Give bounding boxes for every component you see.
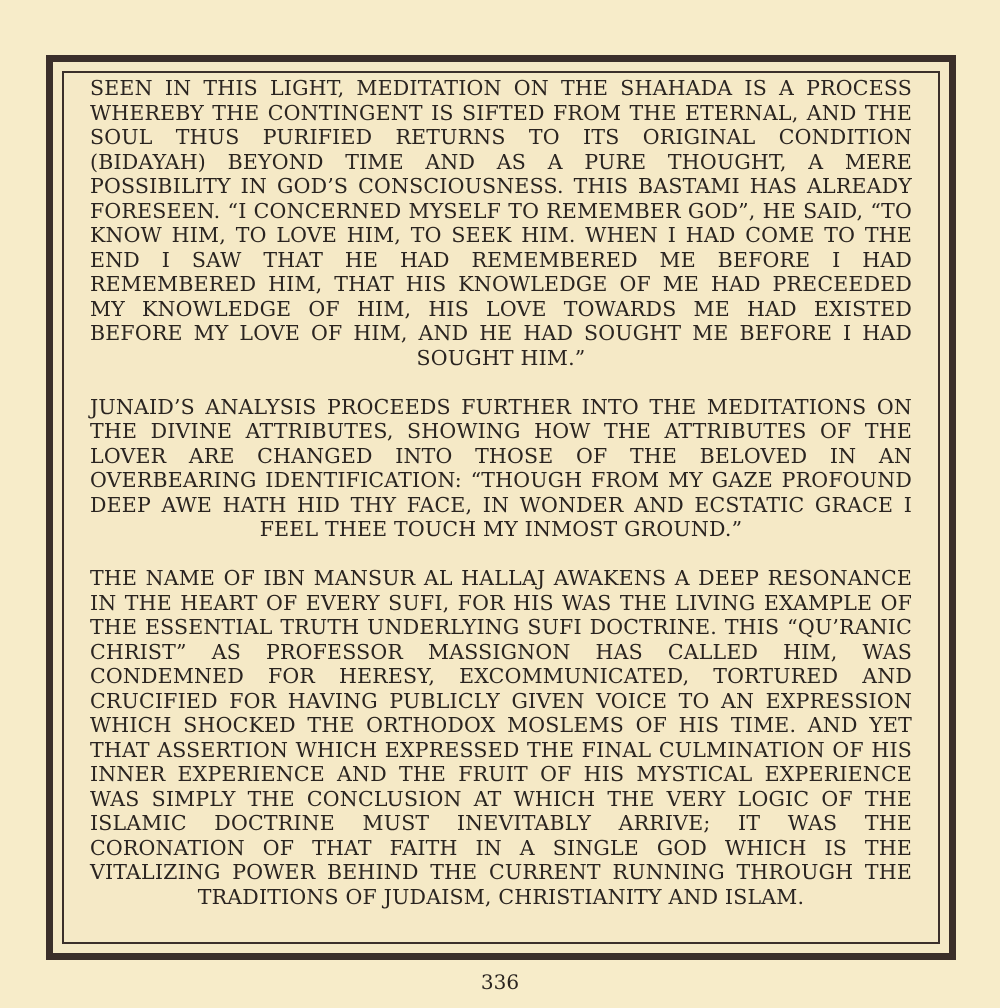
- page-number: 336: [480, 970, 520, 994]
- paragraph-shahada: SEEN IN THIS LIGHT, MEDITATION ON THE SHAHADA IS A PROCESS WHEREBY THE CONTINGENT IS SIFTED FROM THE ETERNAL, AND THE SOUL THUS PURIFIED RETURNS TO ITS ORIGINAL CONDITION (BIDAYAH) BEYOND TIME AND AS A PURE THOUGHT, A MERE POSSIBILITY IN GOD’S CONSCIOUSNESS. THIS BASTAMI HAS ALREADY FORESEEN. “I CONCERNED MYSELF TO REMEMBER GOD”, HE SAID, “TO KNOW HIM, TO LOVE HIM, TO SEEK HIM. WHEN I HAD COME TO THE END I SAW THAT HE HAD REMEMBERED ME BEFORE I HAD REMEMBERED HIM, THAT HIS KNOWLEDGE OF ME HAD PRECEEDED MY KNOWLEDGE OF HIM, HIS LOVE TOWARDS ME HAD EXISTED BEFORE MY LOVE OF HIM, AND HE HAD SOUGHT ME BEFORE I HAD SOUGHT HIM.”: [90, 76, 912, 370]
- text-block: [90, 76, 912, 909]
- paragraph-hallaj: THE NAME OF IBN MANSUR AL HALLAJ AWAKENS A DEEP RESONANCE IN THE HEART OF EVERY SUFI, FOR HIS WAS THE LIVING EXAMPLE OF THE ESSENTIAL TRUTH UNDERLYING SUFI DOCTRINE. THIS “QU’RANIC CHRIST” AS PROFESSOR MASSIGNON HAS CALLED HIM, WAS CONDEMNED FOR HERESY, EXCOMMUNICATED, TORTURED AND CRUCIFIED FOR HAVING PUBLICLY GIVEN VOICE TO AN EXPRESSION WHICH SHOCKED THE ORTHODOX MOSLEMS OF HIS TIME. AND YET THAT ASSERTION WHICH EXPRESSED THE FINAL CULMINATION OF HIS INNER EXPERIENCE AND THE FRUIT OF HIS MYSTICAL EXPERIENCE WAS SIMPLY THE CONCLUSION AT WHICH THE VERY LOGIC OF THE ISLAMIC DOCTRINE MUST INEVITABLY ARRIVE; IT WAS THE CORONATION OF THAT FAITH IN A SINGLE GOD WHICH IS THE VITALIZING POWER BEHIND THE CURRENT RUNNING THROUGH THE TRADITIONS OF JUDAISM, CHRISTIANITY AND ISLAM.: [90, 566, 912, 909]
- paragraph-junaid: JUNAID’S ANALYSIS PROCEEDS FURTHER INTO THE MEDITATIONS ON THE DIVINE ATTRIBUTES, SHOWING HOW THE ATTRIBUTES OF THE LOVER ARE CHANGED INTO THOSE OF THE BELOVED IN AN OVERBEARING IDENTIFICATION: “THOUGH FROM MY GAZE PROFOUND DEEP AWE HATH HID THY FACE, IN WONDER AND ECSTATIC GRACE I FEEL THEE TOUCH MY INMOST GROUND.”: [90, 394, 912, 541]
